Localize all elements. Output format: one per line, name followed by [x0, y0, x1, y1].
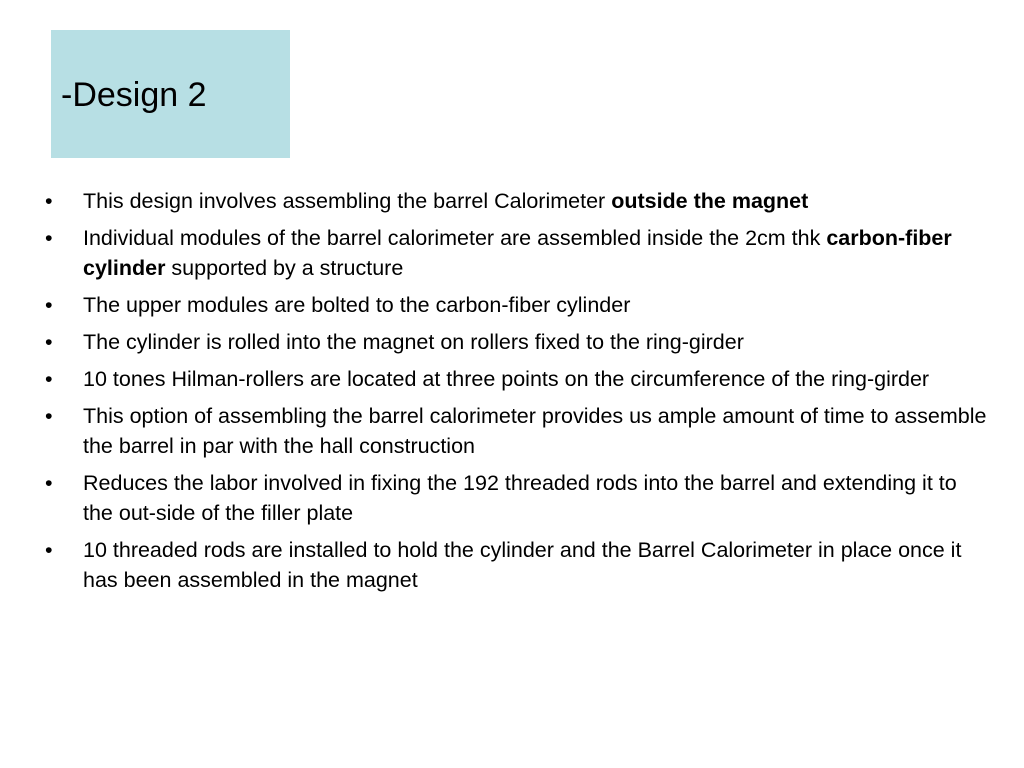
bullet-dot-icon: •: [45, 226, 53, 250]
bullet-text: [83, 404, 986, 458]
bullet-item: [41, 290, 991, 320]
bullet-text-segment: The upper modules are bolted to the carbon-fiber cylinder: [83, 293, 631, 317]
bullet-text: [83, 293, 630, 317]
bullet-text-segment: supported by a structure: [165, 256, 404, 280]
bullet-item: [41, 401, 991, 461]
bullet-item: [41, 535, 991, 595]
bullet-text: [83, 471, 957, 525]
bullet-dot-icon: •: [45, 538, 53, 562]
bullet-text: [83, 330, 744, 354]
bullet-dot-icon: •: [45, 367, 53, 391]
bullet-text: [83, 189, 808, 213]
bullet-item: [41, 223, 991, 283]
bullet-dot-icon: •: [45, 404, 53, 428]
bullet-item: [41, 186, 991, 216]
bullet-dot-icon: •: [45, 189, 53, 213]
bullet-text: [83, 538, 961, 592]
bullet-item: [41, 364, 991, 394]
bullet-dot-icon: •: [45, 330, 53, 354]
bullet-text-segment: 10 threaded rods are installed to hold the cylinder and the Barrel Calorimeter in place once it has been assembled in the magnet: [83, 538, 962, 592]
bullet-text-segment: Reduces the labor involved in fixing the 192 threaded rods into the barrel and extending it to the out-side of the filler plate: [83, 471, 957, 525]
title-box: [51, 30, 290, 158]
bullet-bold-text: outside the magnet: [611, 189, 809, 213]
bullet-text: [83, 367, 929, 391]
bullet-text-segment: This option of assembling the barrel calorimeter provides us ample amount of time to assemble the barrel in par with the hall construction: [83, 404, 987, 458]
bullet-item: [41, 327, 991, 357]
bullet-text-segment: This design involves assembling the barrel Calorimeter: [83, 189, 612, 213]
bullet-dot-icon: •: [45, 293, 53, 317]
bullet-text-segment: 10 tones Hilman-rollers are located at three points on the circumference of the ring-girder: [83, 367, 930, 391]
bullet-text-segment: The cylinder is rolled into the magnet on rollers fixed to the ring-girder: [83, 330, 744, 354]
bullet-list: [41, 186, 991, 602]
bullet-dot-icon: •: [45, 471, 53, 495]
bullet-text: [83, 226, 952, 280]
bullet-bold-text: carbon-fiber cylinder: [83, 226, 952, 280]
slide-title: -Design 2: [61, 76, 207, 114]
bullet-text-segment: Individual modules of the barrel calorimeter are assembled inside the 2cm thk: [83, 226, 827, 250]
bullet-item: [41, 468, 991, 528]
